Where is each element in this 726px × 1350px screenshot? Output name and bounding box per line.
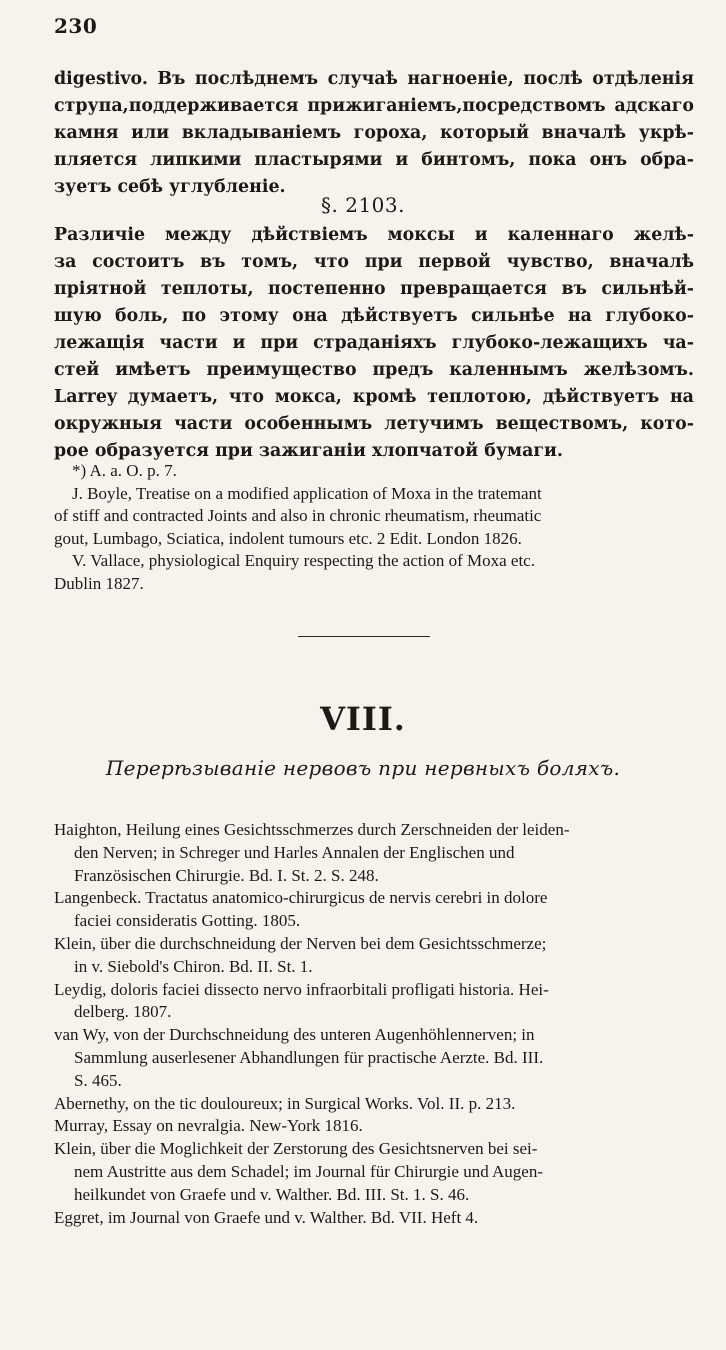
word: имѣетъ <box>115 360 191 380</box>
bibliography-line: delberg. 1807. <box>74 1002 172 1022</box>
word: нагноеніе, <box>407 69 514 89</box>
word: дѣйствуетъ <box>542 387 660 407</box>
word: и <box>474 225 488 245</box>
bibliography-line: faciei consideratis Gotting. 1805. <box>74 911 301 931</box>
word: пластырями <box>254 150 383 170</box>
bibliography-entry <box>54 933 700 979</box>
word: который <box>439 123 529 143</box>
bibliography-line: Eggret, im Journal von Graefe und v. Walther. Bd. VII. Heft 4. <box>54 1207 479 1227</box>
text-line <box>54 303 694 330</box>
word: сильнѣе <box>470 306 555 326</box>
word: предъ <box>372 360 434 380</box>
section-heading: §. 2103. <box>321 193 405 217</box>
word: желѣзомъ. <box>583 360 694 380</box>
word: окружныя <box>54 414 163 434</box>
word: томъ, <box>241 252 299 272</box>
word: на <box>669 387 694 407</box>
bibliography-line: nem Austritte aus dem Schadel; im Journal für Chirurgie und Augen- <box>74 1161 543 1181</box>
word: прижиганіемъ,посредствомъ <box>307 96 606 116</box>
word: обра- <box>640 150 694 170</box>
word: кото- <box>640 414 694 434</box>
word: пріятной <box>54 279 147 299</box>
word: за <box>54 252 77 272</box>
bibliography-line: van Wy, von der Durchschneidung des unteren Augenhöhlennerven; in <box>54 1025 535 1045</box>
reference-line: V. Vallace, physiological Enquiry respecting the action of Moxa etc. <box>72 551 535 570</box>
word: и <box>395 150 409 170</box>
word: теплотою, <box>427 387 532 407</box>
bibliography-line: heilkundet von Graefe und v. Walther. Bd. III. St. 1. S. 46. <box>74 1184 470 1204</box>
word: лежащія <box>54 333 145 353</box>
text-line <box>54 276 694 303</box>
reference-boyle <box>54 483 700 551</box>
text-line <box>54 222 694 249</box>
word: въ <box>561 279 587 299</box>
bibliography-entry <box>54 1115 700 1138</box>
word: по <box>181 306 207 326</box>
word: летучимъ <box>384 414 484 434</box>
bibliography-line: Klein, über die Moglichkeit der Zerstorung des Gesichtsnerven bei sei- <box>54 1139 538 1159</box>
word: digestivo. <box>54 69 148 89</box>
word: теплоты, <box>160 279 254 299</box>
word: что <box>313 252 349 272</box>
word: она <box>292 306 328 326</box>
word: вначалѣ <box>609 252 694 272</box>
paragraph-moxa-vs-cautery <box>54 222 694 465</box>
word: что <box>228 387 265 407</box>
word: въ <box>200 252 226 272</box>
paragraph-continuation <box>54 66 694 201</box>
footnote-ref: *) A. a. O. p. 7. <box>72 461 177 480</box>
bibliography-entry <box>54 1138 700 1206</box>
word: или <box>131 123 170 143</box>
text-line <box>54 249 694 276</box>
word: части <box>174 414 233 434</box>
word: глубоко- <box>605 306 694 326</box>
reference-line: of stiff and contracted Joints and also in chronic rheumatism, rheumatic <box>54 506 542 525</box>
word: дѣйствіемъ <box>251 225 368 245</box>
text-line <box>54 93 694 120</box>
word: веществомъ, <box>495 414 629 434</box>
text-line <box>54 330 694 357</box>
word: Различіе <box>54 225 146 245</box>
page-number: 230 <box>54 14 98 38</box>
bibliography-entry <box>54 887 700 933</box>
word: страданіяхъ <box>313 333 437 353</box>
word: желѣ- <box>633 225 694 245</box>
word: Larrey <box>54 387 117 407</box>
word: липкими <box>150 150 242 170</box>
word: Въ <box>157 69 186 89</box>
text-line <box>54 147 694 174</box>
reference-vallace <box>54 550 700 595</box>
word: струпа,поддерживается <box>54 96 299 116</box>
word: дѣйствуетъ <box>341 306 458 326</box>
word: вкладываніемъ <box>181 123 342 143</box>
word: случаѣ <box>327 69 398 89</box>
bibliography-entry <box>54 1024 700 1092</box>
word: мокса, <box>274 387 342 407</box>
word: при <box>364 252 403 272</box>
word: стей <box>54 360 100 380</box>
word: отдѣленія <box>592 69 694 89</box>
word: камня <box>54 123 119 143</box>
word: укрѣ- <box>638 123 694 143</box>
word: между <box>164 225 232 245</box>
word: рое образуется при зажиганіи хлопчатой бумаги. <box>54 441 563 461</box>
bibliography-line: Leydig, doloris faciei dissecto nervo infraorbitali profligati historia. Hei- <box>54 979 549 999</box>
word: моксы <box>387 225 455 245</box>
word: этому <box>219 306 279 326</box>
text-line <box>54 384 694 411</box>
word: сильнѣй- <box>601 279 694 299</box>
word: шую <box>54 306 102 326</box>
bibliography-line: den Nerven; in Schreger und Harles Annalen der Englischen und <box>74 842 515 862</box>
bibliography-line: Sammlung auserlesener Abhandlungen für practische Aerzte. Bd. III. <box>74 1047 544 1067</box>
word: на <box>567 306 592 326</box>
text-line <box>54 357 694 384</box>
word: кромѣ <box>352 387 417 407</box>
word: глубоко-лежащихъ <box>451 333 648 353</box>
word: адскаго <box>614 96 694 116</box>
reference-line: Dublin 1827. <box>54 573 144 593</box>
word: и <box>232 333 246 353</box>
bibliography-line: Klein, über die durchschneidung der Nerven bei dem Gesichtsschmerze; <box>54 933 547 953</box>
bibliography-list <box>54 819 700 1229</box>
word: ча- <box>662 333 694 353</box>
word: вначалѣ <box>541 123 627 143</box>
text-line <box>54 120 694 147</box>
bibliography-entry <box>54 1093 700 1116</box>
word: думаетъ, <box>127 387 219 407</box>
chapter-number: VIII. <box>320 700 406 738</box>
bibliography-line: Murray, Essay on nevralgia. New-York 1816. <box>54 1116 363 1136</box>
word: гороха, <box>353 123 428 143</box>
section-divider <box>298 636 430 637</box>
word: послѣднемъ <box>194 69 319 89</box>
word: пляется <box>54 150 138 170</box>
word: послѣ <box>523 69 583 89</box>
bibliography-line: Langenbeck. Tractatus anatomico-chirurgicus de nervis cerebri in dolore <box>54 888 548 908</box>
bibliography-line: S. 465. <box>74 1070 122 1090</box>
reference-line: gout, Lumbago, Sciatica, indolent tumours etc. 2 Edit. London 1826. <box>54 528 522 548</box>
text-line <box>54 66 694 93</box>
word: превращается <box>400 279 547 299</box>
bibliography-entry <box>54 1207 700 1230</box>
word: пока <box>528 150 577 170</box>
word: преимущество <box>206 360 357 380</box>
word: зуетъ себѣ углубленіе. <box>54 177 286 197</box>
word: чувство, <box>506 252 594 272</box>
word: бинтомъ, <box>421 150 516 170</box>
word: каленнаго <box>507 225 614 245</box>
bibliography-line: Französischen Chirurgie. Bd. I. St. 2. S. 248. <box>74 865 379 885</box>
footnotes <box>54 460 700 595</box>
word: особеннымъ <box>244 414 373 434</box>
word: каленнымъ <box>449 360 568 380</box>
word: состоитъ <box>92 252 185 272</box>
reference-line: J. Boyle, Treatise on a modified application of Moxa in the tratemant <box>72 483 542 503</box>
bibliography-line: Abernethy, on the tic douloureux; in Surgical Works. Vol. II. p. 213. <box>54 1093 516 1113</box>
bibliography-line: in v. Siebold's Chiron. Bd. II. St. 1. <box>74 956 313 976</box>
word: постепенно <box>268 279 386 299</box>
text-line <box>54 411 694 438</box>
bibliography-entry <box>54 819 700 887</box>
chapter-title: Перерѣзываніе нервовъ при нервныхъ боляхъ. <box>105 756 621 780</box>
word: боль, <box>115 306 169 326</box>
word: части <box>159 333 218 353</box>
word: первой <box>418 252 491 272</box>
bibliography-line: Haighton, Heilung eines Gesichtsschmerzes durch Zerschneiden der leiden- <box>54 820 570 839</box>
bibliography-entry <box>54 979 700 1025</box>
word: при <box>260 333 299 353</box>
word: онъ <box>589 150 628 170</box>
